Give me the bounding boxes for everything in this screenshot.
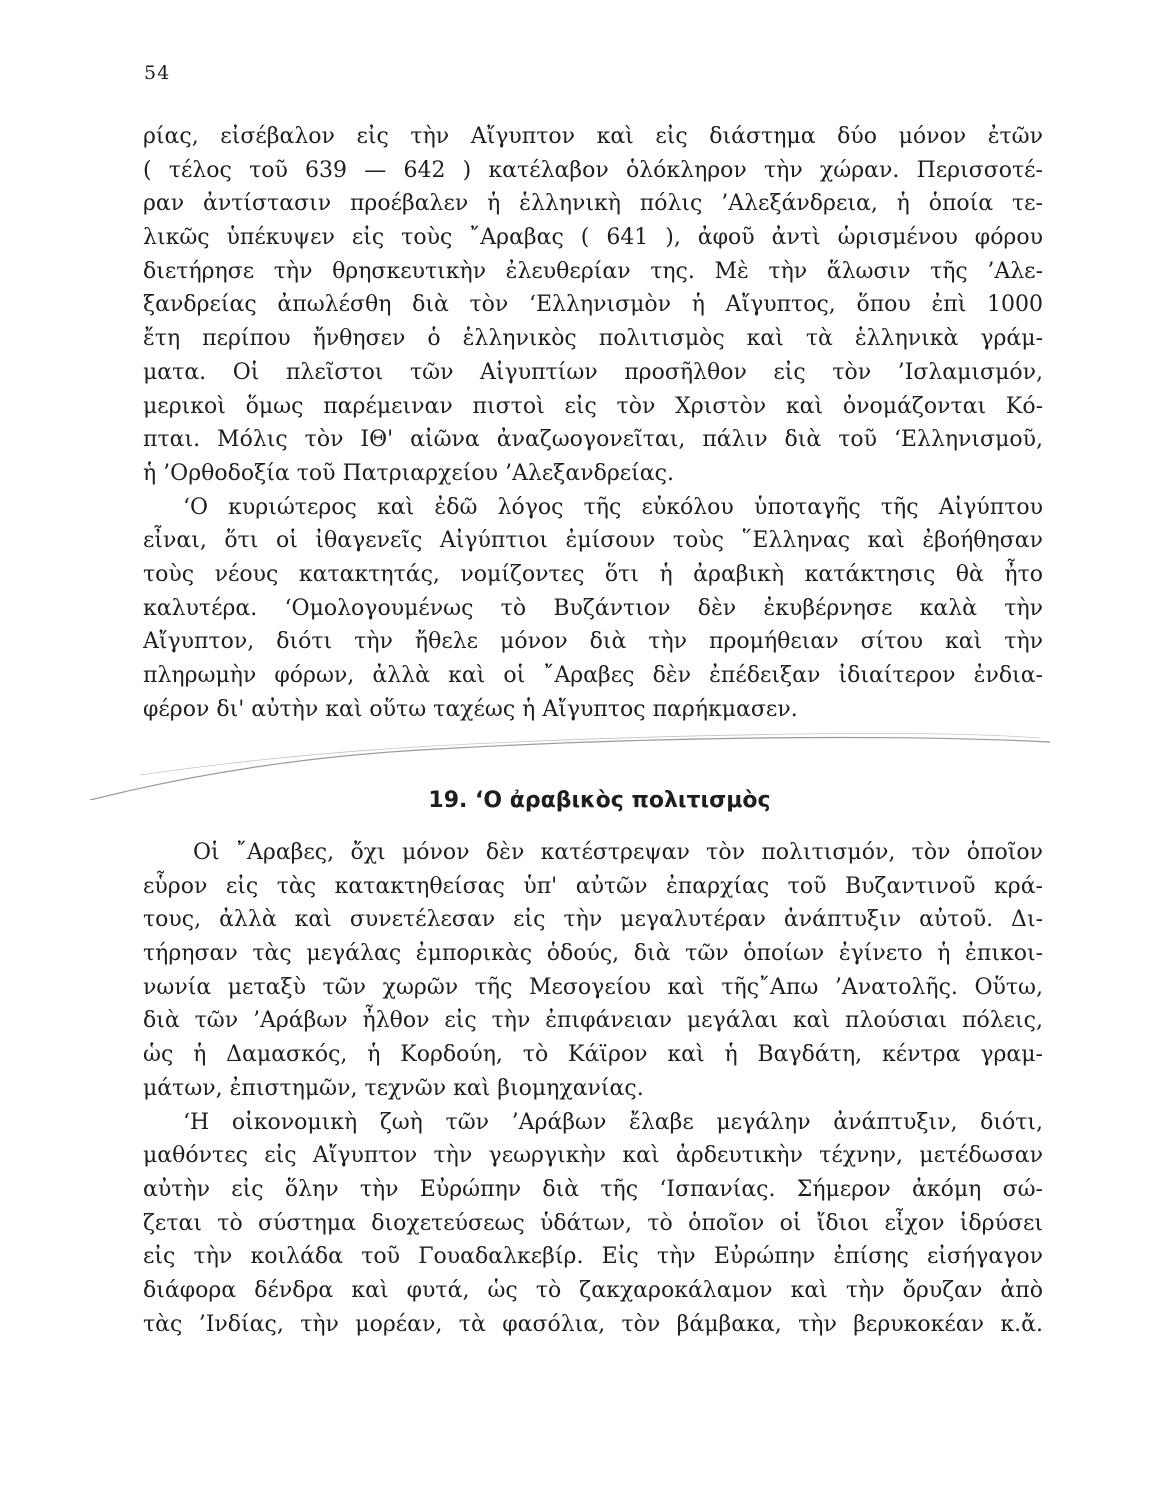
text-line: ‘Η οἰκονομικὴ ζωὴ τῶν ’Αράβων ἔλαβε μεγάλην ἀνάπτυξιν, διότι, (183, 1109, 1043, 1135)
text-line: τους, ἀλλὰ καὶ συνετέλεσαν εἰς τὴν μεγαλυτέραν ἀνάπτυξιν αὐτοῦ. Δι- (143, 907, 1043, 933)
text-line: πληρωμὴν φόρων, ἀλλὰ καὶ οἱ ῎Αραβες δὲν ἐπέδειξαν ἰδιαίτερον ἐνδια- (143, 663, 1043, 688)
text-line: εὗρον εἰς τὰς κατακτηθείσας ὑπ' αὐτῶν ἐπαρχίας τοῦ Βυζαντινοῦ κρά- (143, 873, 1043, 899)
text-line: ( τέλος τοῦ 639 — 642 ) κατέλαβον ὁλόκληρον τὴν χώραν. Περισσοτέ- (143, 157, 1043, 183)
text-line: τὰς ’Ινδίας, τὴν μορέαν, τὰ φασόλια, τὸν βάμβακα, τὴν βερυκοκέαν κ.ἄ. (143, 1311, 1043, 1337)
section-heading (0, 783, 1169, 819)
section-2-text (143, 836, 1043, 1341)
text-line: διὰ τῶν ’Αράβων ἦλθον εἰς τὴν ἐπιφάνειαν μεγάλαι καὶ πλούσιαι πόλεις, (143, 1008, 1043, 1034)
text-line: διάφορα δένδρα καὶ φυτά, ὡς τὸ ζακχαροκάλαμον καὶ τὴν ὄρυζαν ἀπὸ (143, 1277, 1043, 1303)
text-line: Οἱ ῎Αραβες, ὄχι μόνον δὲν κατέστρεψαν τὸν πολιτισμόν, τὸν ὁποῖον (193, 840, 1043, 865)
text-line: τήρησαν τὰς μεγάλας ἐμπορικὰς ὁδούς, διὰ τῶν ὁποίων ἐγίνετο ἡ ἐπικοι- (143, 941, 1043, 967)
text-line: ἔτη περίπου ἤνθησεν ὁ ἑλληνικὸς πολιτισμὸς καὶ τὰ ἑλληνικὰ γράμ- (143, 326, 1043, 352)
text-line: πται. Μόλις τὸν ΙΘ' αἰῶνα ἀναζωογονεῖται, πάλιν διὰ τοῦ ‘Ελληνισμοῦ, (143, 427, 1043, 453)
text-line: εἰς τὴν κοιλάδα τοῦ Γουαδαλκεβίρ. Εἰς τὴν Εὐρώπην ἐπίσης εἰσήγαγον (143, 1244, 1043, 1270)
text-line: εἶναι, ὅτι οἱ ἰθαγενεῖς Αἰγύπτιοι ἐμίσουν τοὺς ῞Ελληνας καὶ ἐβοήθησαν (143, 528, 1043, 554)
text-line: φέρον δι' αὐτὴν καὶ οὕτω ταχέως ἡ Αἴγυπτος παρήκμασεν. (143, 696, 798, 722)
text-line: διετήρησε τὴν θρησκευτικὴν ἐλευθερίαν της. Μὲ τὴν ἅλωσιν τῆς ’Αλε- (143, 258, 1043, 284)
text-line: Αἴγυπτον, διότι τὴν ἤθελε μόνον διὰ τὴν προμήθειαν σίτου καὶ τὴν (143, 629, 1043, 655)
page-number: 54 (144, 62, 171, 84)
text-line: ρίας, εἰσέβαλον εἰς τὴν Αἴγυπτον καὶ εἰς διάστημα δύο μόνον ἐτῶν (143, 124, 1043, 149)
text-line: ματα. Οἱ πλεῖστοι τῶν Αἰγυπτίων προσῆλθον εἰς τὸν ’Ισλαμισμόν, (143, 359, 1043, 385)
text-line: ἡ ’Ορθοδοξία τοῦ Πατριαρχείου ’Αλεξανδρείας. (143, 460, 674, 486)
text-line: ραν ἀντίστασιν προέβαλεν ἡ ἑλληνικὴ πόλις ’Αλεξάνδρεια, ἡ ὁποία τε- (143, 191, 1043, 217)
section-heading-text: 19. ‘Ο ἀραβικὸς πολιτισμὸς (428, 788, 771, 813)
text-line: μερικοὶ ὅμως παρέμειναν πιστοὶ εἰς τὸν Χριστὸν καὶ ὀνομάζονται Κό- (143, 393, 1043, 419)
text-line: ὡς ἡ Δαμασκός, ἡ Κορδούη, τὸ Κάϊρον καὶ ἡ Βαγδάτη, κέντρα γραμ- (143, 1042, 1043, 1068)
text-line: μάτων, ἐπιστημῶν, τεχνῶν καὶ βιομηχανίας. (143, 1075, 644, 1101)
text-line: ‘Ο κυριώτερος καὶ ἐδῶ λόγος τῆς εὐκόλου ὑποταγῆς τῆς Αἰγύπτου (183, 494, 1043, 520)
text-line: αὐτὴν εἰς ὅλην τὴν Εὐρώπην διὰ τῆς ‘Ισπανίας. Σήμερον ἀκόμη σώ- (143, 1176, 1043, 1202)
text-line: ζεται τὸ σύστημα διοχετεύσεως ὑδάτων, τὸ ὁποῖον οἱ ἴδιοι εἶχον ἱδρύσει (143, 1210, 1043, 1236)
text-line: ξανδρείας ἀπωλέσθη διὰ τὸν ‘Ελληνισμὸν ἡ Αἴγυπτος, ὅπου ἐπὶ 1000 (143, 292, 1043, 318)
text-line: τοὺς νέους κατακτητάς, νομίζοντες ὅτι ἡ ἀραβικὴ κατάκτησις θὰ ἦτο (143, 561, 1043, 587)
text-line: καλυτέρα. ‘Ομολογουμένως τὸ Βυζάντιον δὲν ἐκυβέρνησε καλὰ τὴν (143, 595, 1043, 621)
text-line: λικῶς ὑπέκυψεν εἰς τοὺς ῎Αραβας ( 641 ), ἀφοῦ ἀντὶ ὡρισμένου φόρου (143, 225, 1043, 251)
text-line: μαθόντες εἰς Αἴγυπτον τὴν γεωργικὴν καὶ ἀρδευτικὴν τέχνην, μετέδωσαν (143, 1143, 1043, 1169)
section-1-text (143, 120, 1043, 726)
text-line: νωνία μεταξὺ τῶν χωρῶν τῆς Μεσογείου καὶ τῆς῎Απω ’Ανατολῆς. Οὕτω, (143, 974, 1043, 1000)
